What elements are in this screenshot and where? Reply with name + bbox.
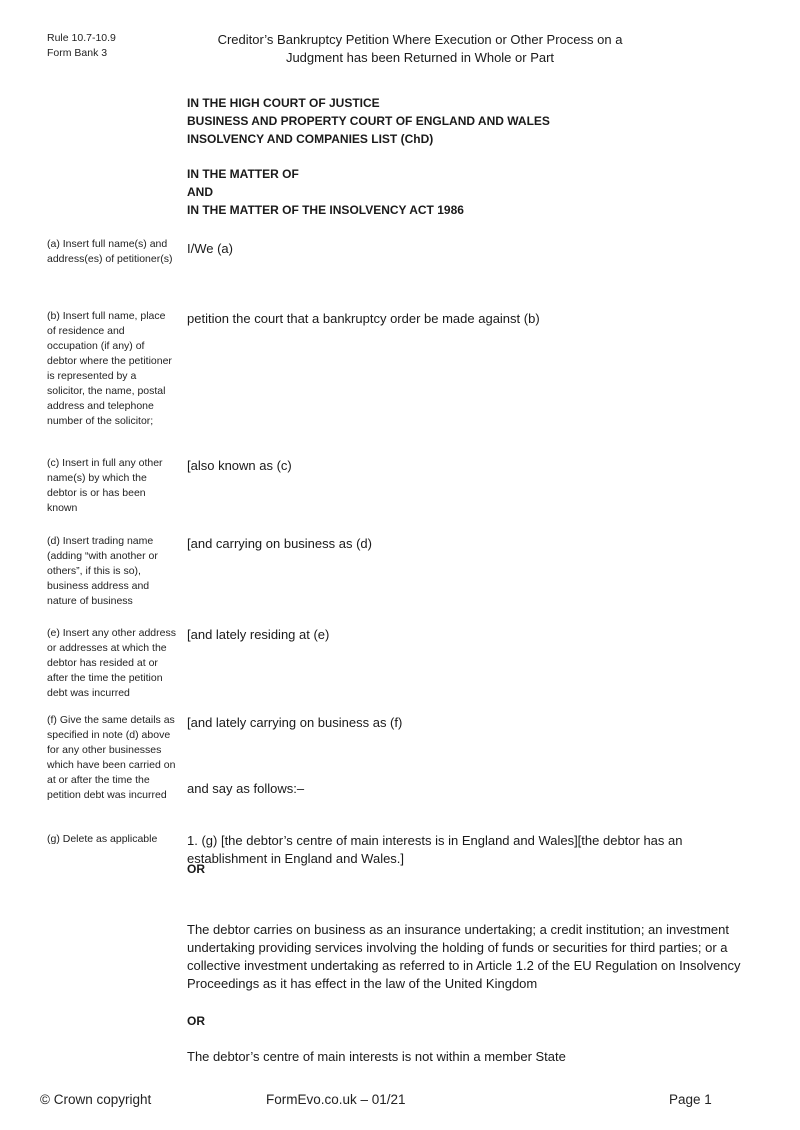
rule-reference [47, 31, 116, 61]
matter-line2: AND [187, 185, 213, 199]
court-line2: BUSINESS AND PROPERTY COURT OF ENGLAND AND WALES [187, 114, 550, 128]
form-title-line2: Judgment has been Returned in Whole or Part [285, 50, 555, 65]
note-b: (b) Insert full name, place of residence and occupation (if any) of debtor where the petitioner is represented by a solicitor, the name, postal address and telephone number of the solicitor; [47, 310, 172, 427]
court-heading [187, 94, 550, 148]
matter-heading [187, 165, 464, 219]
paragraph-1: 1. (g) [the debtor’s centre of main interests is in England and Wales][the debtor has an establishment in England and Wales.] [187, 833, 683, 866]
residing-line: [and lately residing at (e) [187, 627, 330, 642]
rule-number: Rule 10.7-10.9 [47, 32, 116, 44]
note-e: (e) Insert any other address or addresses at which the debtor has resided at or after the time the petition debt was incurred [47, 627, 176, 699]
form-number: Form Bank 3 [47, 47, 108, 59]
insurance-paragraph: The debtor carries on business as an insurance undertaking; a credit institution; an investment undertaking providing services involving the holding of funds or securities for third parties; or a collective investment undertaking as referred to in Article 1.2 of the EU Regulation on Insolvency Proceedings as it has effect in the law of the United Kingdom [187, 922, 741, 991]
court-line3: INSOLVENCY AND COMPANIES LIST (ChD) [187, 132, 434, 146]
form-title-line1: Creditor’s Bankruptcy Petition Where Execution or Other Process on a [217, 32, 623, 47]
court-line1: IN THE HIGH COURT OF JUSTICE [187, 96, 380, 110]
petitioner-line: I/We (a) [187, 241, 233, 256]
lately-business-line: [and lately carrying on business as (f) [187, 715, 403, 730]
petition-line: petition the court that a bankruptcy order be made against (b) [187, 311, 540, 326]
footer-page: Page 1 [669, 1092, 712, 1107]
note-c: (c) Insert in full any other name(s) by which the debtor is or has been known [47, 457, 163, 514]
note-f: (f) Give the same details as specified in note (d) above for any other businesses which have been carried on at or after the time the petition debt was incurred [47, 714, 176, 801]
footer-copyright: © Crown copyright [40, 1092, 152, 1107]
note-d: (d) Insert trading name (adding “with another or others”, if this is so), business address and nature of business [47, 535, 158, 607]
note-g: (g) Delete as applicable [47, 833, 158, 845]
matter-line1: IN THE MATTER OF [187, 167, 299, 181]
aka-line: [also known as (c) [187, 458, 292, 473]
or-separator-2: OR [187, 1014, 205, 1028]
matter-line3: IN THE MATTER OF THE INSOLVENCY ACT 1986 [187, 203, 464, 217]
trading-line: [and carrying on business as (d) [187, 536, 372, 551]
footer-site: FormEvo.co.uk – 01/21 [266, 1092, 406, 1107]
say-line: and say as follows:– [187, 781, 305, 796]
not-member-line: The debtor’s centre of main interests is not within a member State [187, 1049, 566, 1064]
or-separator-1: OR [187, 862, 205, 876]
note-a: (a) Insert full name(s) and address(es) of petitioner(s) [47, 238, 173, 265]
form-title [200, 31, 640, 67]
